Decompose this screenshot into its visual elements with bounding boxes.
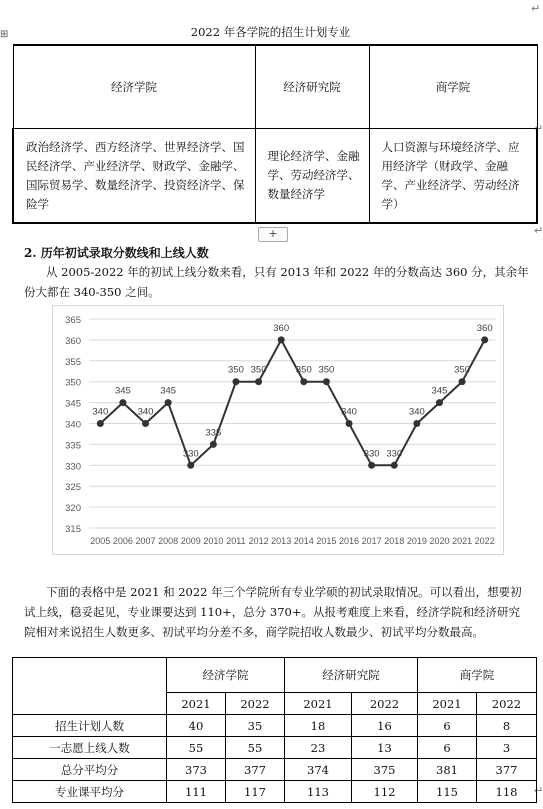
row-label: 一志愿上线人数 <box>13 737 167 759</box>
header-year: 2021 <box>285 693 352 715</box>
header-college: 商学院 <box>418 658 537 693</box>
table-cell: 6 <box>418 715 477 737</box>
table-cell: 374 <box>285 759 352 781</box>
data-label: 350 <box>318 364 335 376</box>
table-cell: 13 <box>352 737 418 759</box>
x-tick-label: 2014 <box>293 536 314 546</box>
table-cell: 40 <box>167 715 226 737</box>
data-label: 360 <box>476 322 493 334</box>
programs-economics: 政治经济学、西方经济学、世界经济学、国民经济学、产业经济学、财政学、金融学、国际贸易学、数量经济学、投资经济学、保险学 <box>13 129 255 224</box>
x-tick-label: 2012 <box>248 536 269 546</box>
row-label: 专业课平均分 <box>13 781 167 803</box>
section-heading: 2. 历年初试录取分数线和上线人数 <box>24 246 209 260</box>
data-label: 345 <box>114 385 131 397</box>
x-tick-label: 2007 <box>135 536 156 546</box>
data-label: 340 <box>408 406 425 418</box>
data-point <box>232 378 239 385</box>
table-cell: 373 <box>167 759 226 781</box>
data-point <box>210 441 217 448</box>
data-label: 345 <box>160 385 177 397</box>
paragraph-admission-summary: 下面的表格中是 2021 和 2022 年三个学院所有专业学硕的初试录取情况。可以看出，想要初试上线，稳妥起见，专业课要达到 110+，总分 370+。从报考难度上来看，经济学院和经济研究院相对来说招生人数更多、初试平均分差不多，商学院招收人数最少、初试平均分数最高。 <box>24 585 522 639</box>
row-end-mark-icon: ↵ <box>534 122 543 135</box>
data-point <box>187 462 194 469</box>
y-tick-label: 325 <box>65 482 81 494</box>
table-cell: 381 <box>418 759 477 781</box>
x-tick-label: 2015 <box>316 536 337 546</box>
row-end-mark-icon: ↵ <box>534 224 543 237</box>
table-header-row <box>13 658 537 693</box>
x-tick-label: 2020 <box>429 536 450 546</box>
x-tick-label: 2021 <box>452 536 473 546</box>
data-label: 350 <box>454 364 471 376</box>
y-tick-label: 330 <box>65 461 81 473</box>
table-caption: 2022 年各学院的招生计划专业 <box>190 25 351 39</box>
table-row <box>13 759 537 781</box>
x-tick-label: 2019 <box>406 536 427 546</box>
x-tick-label: 2017 <box>361 536 382 546</box>
data-label: 330 <box>182 448 199 460</box>
x-tick-label: 2008 <box>158 536 179 546</box>
table-cell: 3 <box>477 737 537 759</box>
y-tick-label: 320 <box>65 503 81 515</box>
chart-canvas <box>53 306 503 554</box>
data-point <box>323 378 330 385</box>
table-cell: 23 <box>285 737 352 759</box>
table-cell: 113 <box>285 781 352 803</box>
x-tick-label: 2010 <box>203 536 224 546</box>
data-label: 350 <box>228 364 244 376</box>
table-row <box>13 737 537 759</box>
header-cell-business: 商学院 <box>369 45 537 129</box>
programs-research-institute: 理论经济学、金融学、劳动经济学、数量经济学 <box>255 129 369 224</box>
data-point <box>436 399 443 406</box>
header-year: 2022 <box>352 693 418 715</box>
x-tick-label: 2006 <box>112 536 133 546</box>
y-tick-label: 350 <box>65 377 81 389</box>
y-tick-label: 365 <box>65 315 81 326</box>
paragraph-score-summary: 从 2005-2022 年的初试上线分数来看，只有 2013 年和 2022 年的分数高达 360 分，其余年份大都在 340-350 之间。 <box>24 265 529 299</box>
header-year: 2022 <box>477 693 537 715</box>
table-cell: 8 <box>477 715 537 737</box>
data-label: 340 <box>92 406 109 418</box>
data-point <box>165 399 172 406</box>
header-college: 经济学院 <box>167 658 285 693</box>
paragraph-mark-icon: ↵ <box>531 2 541 15</box>
data-point <box>481 336 488 343</box>
data-point <box>413 420 420 427</box>
data-label: 330 <box>386 448 403 460</box>
table-cell: 375 <box>352 759 418 781</box>
row-label: 总分平均分 <box>13 759 167 781</box>
table-cell: 112 <box>352 781 418 803</box>
programs-business: 人口资源与环境经济学、应用经济学（财政学、金融学、产业经济学、劳动经济学） <box>369 129 537 224</box>
data-label: 350 <box>295 364 312 376</box>
table-cell: 35 <box>226 715 285 737</box>
x-tick-label: 2011 <box>226 536 246 546</box>
table-cell: 55 <box>226 737 285 759</box>
table-cell: 377 <box>226 759 285 781</box>
blank-header-cell <box>13 658 167 715</box>
data-label: 340 <box>341 406 357 418</box>
table-row <box>13 781 537 803</box>
x-tick-label: 2016 <box>339 536 360 546</box>
x-tick-label: 2018 <box>384 536 405 546</box>
y-tick-label: 340 <box>65 419 81 431</box>
admission-table <box>12 657 537 803</box>
table-cell: 18 <box>285 715 352 737</box>
header-year: 2021 <box>167 693 226 715</box>
header-cell-economics: 经济学院 <box>13 45 255 129</box>
data-label: 330 <box>363 448 380 460</box>
data-point <box>97 420 104 427</box>
data-point <box>278 336 285 343</box>
table-header-row <box>13 45 537 129</box>
data-label: 360 <box>273 322 290 334</box>
table-cell: 6 <box>418 737 477 759</box>
data-label: 350 <box>250 364 267 376</box>
data-point <box>300 378 307 385</box>
table-cell: 377 <box>477 759 537 781</box>
data-point <box>368 462 375 469</box>
header-year: 2022 <box>226 693 285 715</box>
table-cell: 16 <box>352 715 418 737</box>
x-tick-label: 2009 <box>180 536 201 546</box>
header-cell-research-institute: 经济研究院 <box>255 45 369 129</box>
program-table <box>12 44 538 224</box>
data-point <box>142 420 149 427</box>
score-line-chart <box>52 305 504 555</box>
table-row <box>13 129 537 224</box>
data-point <box>459 378 466 385</box>
data-point <box>255 378 262 385</box>
header-year: 2021 <box>418 693 477 715</box>
add-row-button[interactable]: + <box>258 227 288 242</box>
table-cell: 111 <box>167 781 226 803</box>
row-label: 招生计划人数 <box>13 715 167 737</box>
data-label: 340 <box>137 406 154 418</box>
y-tick-label: 360 <box>65 335 81 347</box>
row-end-mark-icon: ↵ <box>534 784 543 797</box>
data-label: 345 <box>431 385 448 397</box>
table-cell: 115 <box>418 781 477 803</box>
data-point <box>391 462 398 469</box>
data-label: 335 <box>205 427 222 439</box>
header-college: 经济研究院 <box>285 658 418 693</box>
data-point <box>346 420 353 427</box>
y-tick-label: 315 <box>65 524 81 535</box>
table-cell: 118 <box>477 781 537 803</box>
data-point <box>119 399 126 406</box>
y-tick-label: 355 <box>65 356 81 368</box>
x-tick-label: 2013 <box>271 536 292 546</box>
y-tick-label: 345 <box>65 398 81 410</box>
table-row <box>13 715 537 737</box>
table-move-handle-icon[interactable]: ⊞ <box>0 29 9 40</box>
y-tick-label: 335 <box>65 440 81 452</box>
table-cell: 55 <box>167 737 226 759</box>
x-tick-label: 2005 <box>90 536 111 546</box>
x-tick-label: 2022 <box>474 536 495 546</box>
table-cell: 117 <box>226 781 285 803</box>
